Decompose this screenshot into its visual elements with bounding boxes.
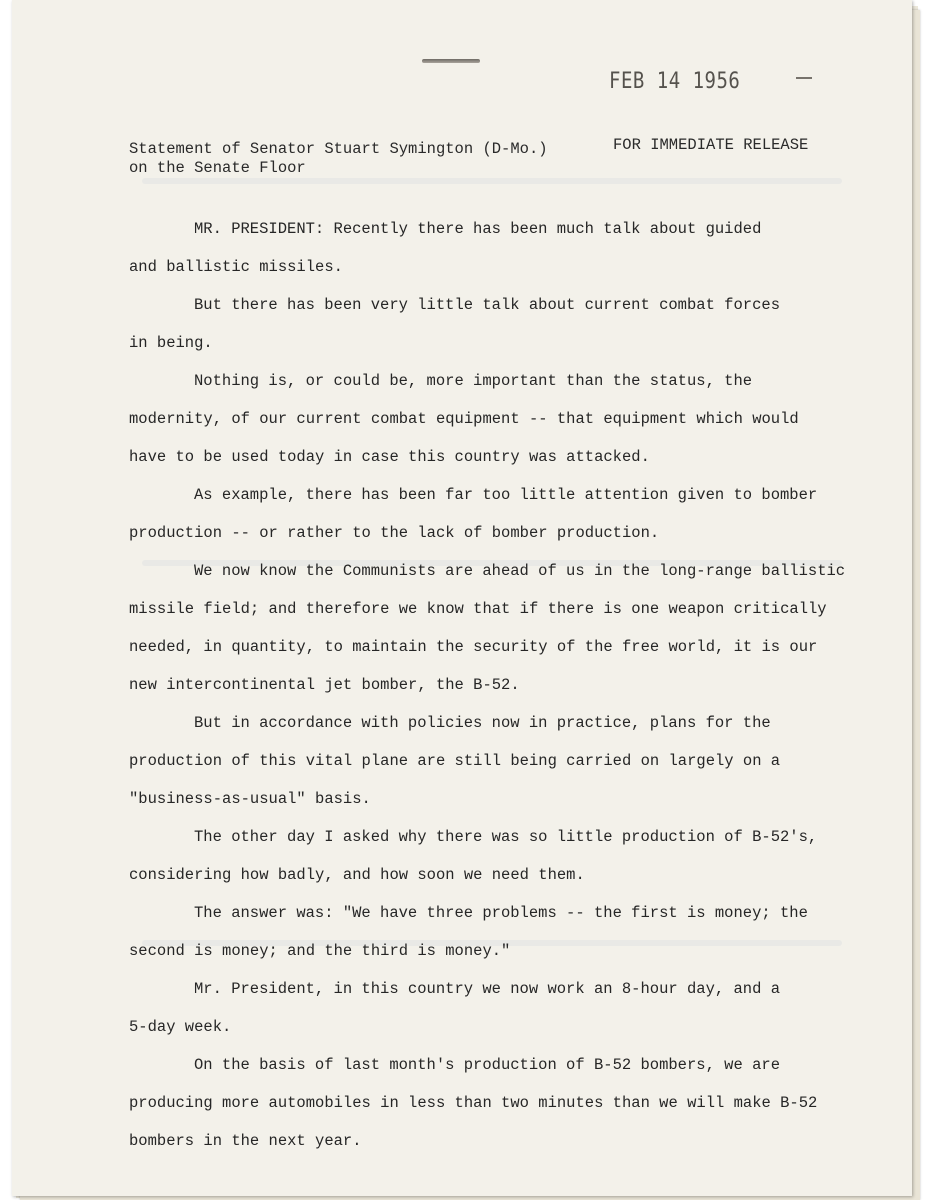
date-stamp: FEB 14 1956 bbox=[609, 68, 741, 94]
statement-body bbox=[129, 210, 859, 1160]
statement-header bbox=[129, 140, 548, 178]
paragraph: On the basis of last month's production of B-52 bombers, we are producing more automobiles in less than two minutes than we will make B-52 bombers in the next year. bbox=[129, 1056, 818, 1150]
paragraph: The other day I asked why there was so little production of B-52's, considering how badly, and how soon we need them. bbox=[129, 828, 818, 884]
paragraph: Nothing is, or could be, more important than the status, the modernity, of our current combat equipment -- that equipment which would have to be used today in case this country was attacked. bbox=[129, 372, 799, 466]
ink-mark bbox=[796, 77, 812, 79]
staple-icon bbox=[422, 59, 480, 63]
statement-line-2: on the Senate Floor bbox=[129, 159, 306, 177]
paragraph: But there has been very little talk about current combat forces in being. bbox=[129, 296, 780, 352]
paragraph: MR. PRESIDENT: Recently there has been much talk about guided and ballistic missiles. bbox=[129, 220, 762, 276]
paragraph: Mr. President, in this country we now work an 8-hour day, and a 5-day week. bbox=[129, 980, 780, 1036]
bleed-through bbox=[142, 178, 842, 184]
paragraph: As example, there has been far too little attention given to bomber production -- or rather to the lack of bomber production. bbox=[129, 486, 818, 542]
paragraph: We now know the Communists are ahead of us in the long-range ballistic missile field; and therefore we know that if there is one weapon critically needed, in quantity, to maintain the security of the free world, it is our new intercontinental jet bomber, the B-52. bbox=[129, 562, 846, 694]
release-label: FOR IMMEDIATE RELEASE bbox=[613, 136, 809, 154]
paragraph: But in accordance with policies now in practice, plans for the production of this vital plane are still being carried on largely on a "business-as-usual" basis. bbox=[129, 714, 781, 808]
document-page bbox=[12, 0, 912, 1196]
paragraph: The answer was: "We have three problems -- the first is money; the second is money; and the third is money." bbox=[129, 904, 808, 960]
statement-line-1: Statement of Senator Stuart Symington (D-Mo.) bbox=[129, 140, 548, 158]
